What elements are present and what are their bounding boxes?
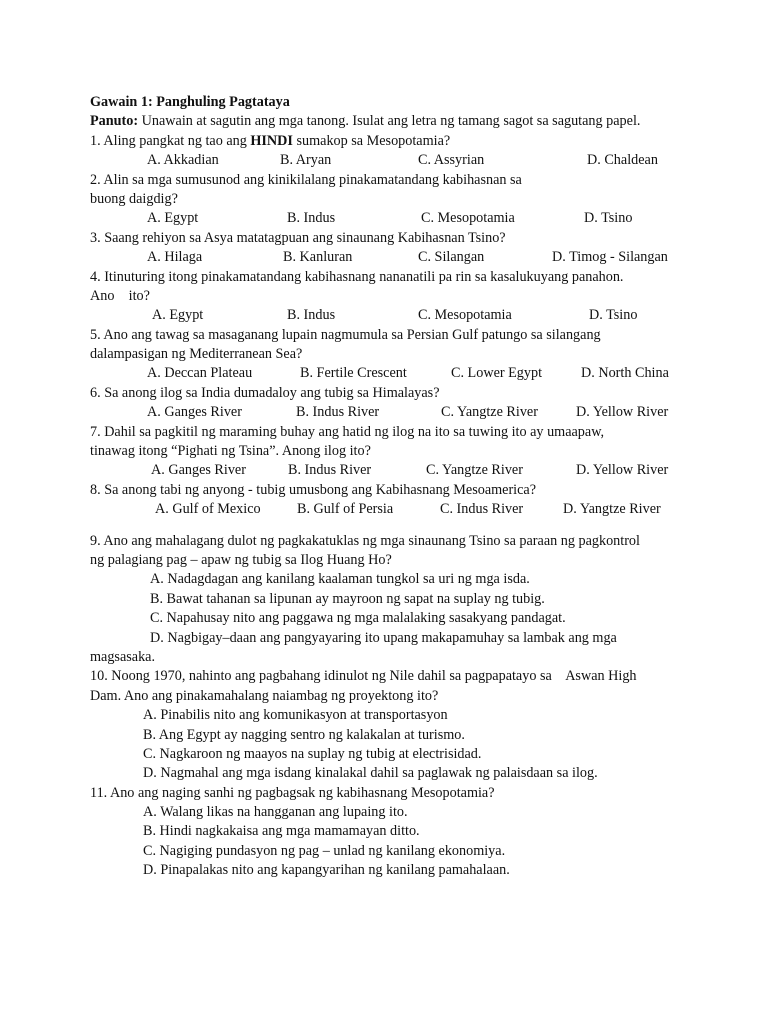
- question-1-text: 1. Aling pangkat ng tao ang: [90, 132, 251, 149]
- choice-c: C. Mesopotamia: [421, 210, 515, 227]
- choice-b: B. Hindi nagkakaisa ang mga mamamayan ditto.: [143, 823, 420, 840]
- choice-c: C. Assyrian: [418, 152, 485, 169]
- choice-a: A. Ganges River: [151, 462, 246, 479]
- choice-b: B. Kanluran: [283, 249, 353, 266]
- choice-d: D. Yellow River: [576, 404, 669, 421]
- choice-b: B. Fertile Crescent: [300, 365, 407, 382]
- question-8-choices: [90, 500, 690, 519]
- question-7: 7. Dahil sa pagkitil ng maraming buhay ang hatid ng ilog na ito sa tuwing ito ay umaapaw,: [90, 423, 605, 440]
- choice-d-cont: magsasaka.: [90, 648, 156, 665]
- question-11: 11. Ano ang naging sanhi ng pagbagsak ng kabihasnang Mesopotamia?: [90, 784, 495, 801]
- choice-b: B. Aryan: [280, 152, 332, 169]
- choice-a: A. Walang likas na hangganan ang lupaing ito.: [143, 804, 408, 821]
- choice-a: A. Pinabilis nito ang komunikasyon at transportasyon: [143, 707, 448, 724]
- choice-a: A. Nadagdagan ang kanilang kaalaman tungkol sa uri ng mga isda.: [150, 571, 530, 588]
- choice-c: C. Yangtze River: [441, 404, 538, 421]
- question-10: 10. Noong 1970, nahinto ang pagbahang idinulot ng Nile dahil sa pagpapatayo sa Aswan High: [90, 668, 637, 685]
- question-2-cont: buong daigdig?: [90, 190, 178, 207]
- question-6-choices: [90, 403, 690, 422]
- question-4-choices: [90, 306, 690, 325]
- choice-c: C. Indus River: [440, 501, 524, 518]
- choice-a: A. Ganges River: [147, 404, 242, 421]
- choice-c: C. Yangtze River: [426, 462, 523, 479]
- choice-c: C. Mesopotamia: [418, 307, 512, 324]
- choice-c: C. Silangan: [418, 249, 485, 266]
- choice-d: D. Yellow River: [576, 462, 669, 479]
- question-7-cont: tinawag itong “Pighati ng Tsina”. Anong ilog ito?: [90, 443, 371, 460]
- question-2: 2. Alin sa mga sumusunod ang kinikilalang pinakamatandang kabihasnan sa: [90, 171, 522, 188]
- choice-c: C. Lower Egypt: [451, 365, 543, 382]
- question-8: 8. Sa anong tabi ng anyong - tubig umusbong ang Kabihasnang Mesoamerica?: [90, 481, 537, 498]
- choice-d: D. North China: [581, 365, 669, 382]
- choice-c: C. Napahusay nito ang paggawa ng mga malalaking sasakyang pandagat.: [150, 610, 566, 627]
- question-1-text-end: sumakop sa Mesopotamia?: [292, 132, 451, 149]
- question-4: 4. Itinuturing itong pinakamatandang kabihasnang nananatili pa rin sa kasalukuyang panahon.: [90, 268, 624, 285]
- instructions-label: Panuto:: [90, 113, 139, 130]
- question-4-cont: Ano ito?: [90, 287, 150, 304]
- choice-c: C. Nagiging pundasyon ng pag – unlad ng kanilang ekonomiya.: [143, 842, 506, 859]
- question-9: 9. Ano ang mahalagang dulot ng pagkakatuklas ng mga sinaunang Tsino sa paraan ng pagkontrol: [90, 532, 640, 549]
- choice-a: A. Deccan Plateau: [147, 365, 253, 382]
- question-1-emphasis: HINDI: [250, 132, 293, 149]
- question-1: [90, 132, 690, 151]
- choice-d: D. Tsino: [584, 210, 633, 227]
- choice-b: B. Indus: [287, 210, 336, 227]
- choice-b: B. Indus: [287, 307, 336, 324]
- choice-d: D. Timog - Silangan: [552, 249, 668, 266]
- question-9-cont: ng palagiang pag – apaw ng tubig sa Ilog Huang Ho?: [90, 551, 392, 568]
- choice-a: A. Gulf of Mexico: [155, 501, 261, 518]
- instructions-text: Unawain at sagutin ang mga tanong. Isulat ang letra ng tamang sagot sa sagutang papel.: [138, 113, 641, 130]
- question-7-choices: [90, 461, 690, 480]
- choice-b: B. Indus River: [288, 462, 372, 479]
- choice-a: A. Akkadian: [147, 152, 219, 169]
- choice-b: B. Indus River: [296, 404, 380, 421]
- choice-d: D. Nagbigay–daan ang pangyayaring ito upang makapamuhay sa lambak ang mga: [150, 629, 617, 646]
- question-10-cont: Dam. Ano ang pinakamahalang naiambag ng proyektong ito?: [90, 687, 439, 704]
- choice-a: A. Hilaga: [147, 249, 203, 266]
- choice-d: D. Nagmahal ang mga isdang kinalakal dahil sa paglawak ng palaisdaan sa ilog.: [143, 765, 598, 782]
- question-6: 6. Sa anong ilog sa India dumadaloy ang tubig sa Himalayas?: [90, 384, 440, 401]
- choice-d: D. Pinapalakas nito ang kapangyarihan ng kanilang pamahalaan.: [143, 862, 510, 879]
- spacer: [90, 520, 690, 532]
- question-5-choices: [90, 364, 690, 383]
- choice-a: A. Egypt: [147, 210, 199, 227]
- instructions: [90, 112, 690, 131]
- question-5: 5. Ano ang tawag sa masaganang lupain nagmumula sa Persian Gulf patungo sa silangang: [90, 326, 601, 343]
- question-2-choices: [90, 209, 690, 228]
- choice-b: B. Ang Egypt ay nagging sentro ng kalakalan at turismo.: [143, 726, 465, 743]
- choice-a: A. Egypt: [152, 307, 204, 324]
- choice-b: B. Bawat tahanan sa lipunan ay mayroon ng sapat na suplay ng tubig.: [150, 590, 545, 607]
- question-3-choices: [90, 248, 690, 267]
- question-3: 3. Saang rehiyon sa Asya matatagpuan ang sinaunang Kabihasnan Tsino?: [90, 229, 506, 246]
- question-1-choices: [90, 151, 690, 170]
- choice-d: D. Chaldean: [587, 152, 658, 169]
- choice-d: D. Yangtze River: [563, 501, 661, 518]
- choice-c: C. Nagkaroon ng maayos na suplay ng tubig at electrisidad.: [143, 745, 482, 762]
- choice-b: B. Gulf of Persia: [297, 501, 394, 518]
- worksheet-title: Gawain 1: Panghuling Pagtataya: [90, 94, 290, 110]
- choice-d: D. Tsino: [589, 307, 638, 324]
- question-5-cont: dalampasigan ng Mediterranean Sea?: [90, 346, 303, 363]
- worksheet: [90, 93, 690, 881]
